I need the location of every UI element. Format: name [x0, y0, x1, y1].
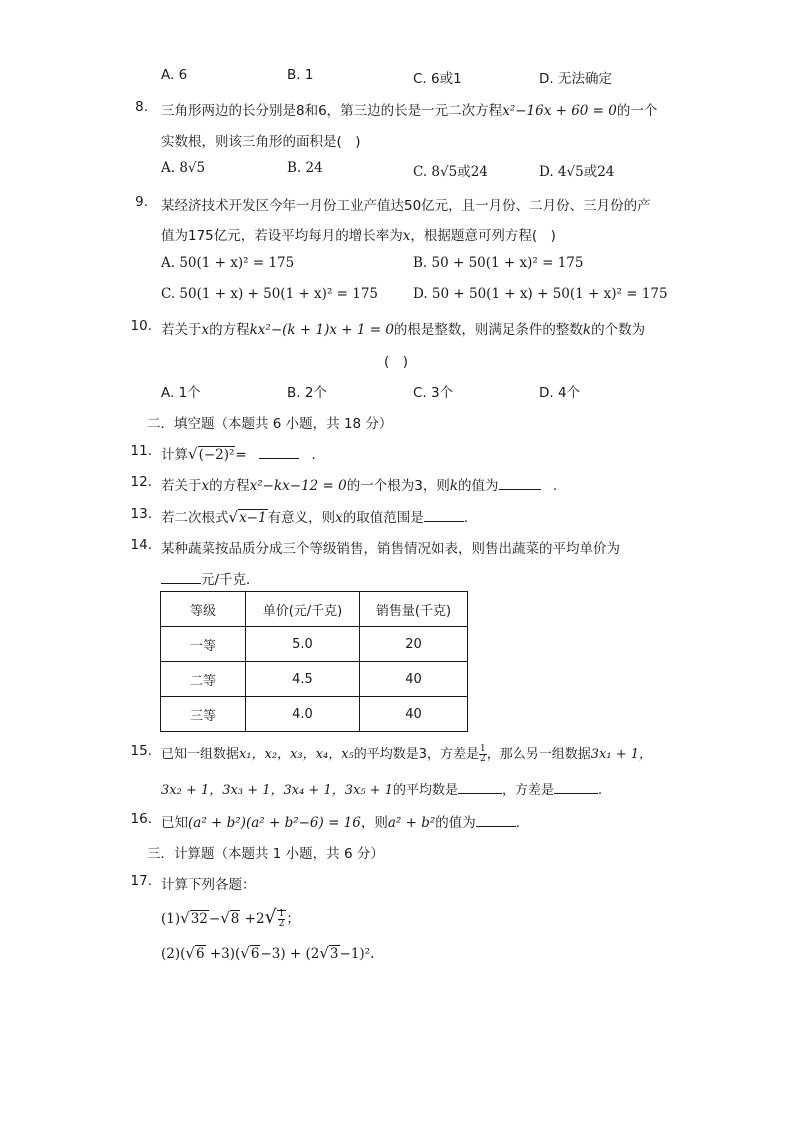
question-text-line2	[161, 779, 602, 798]
table-header-row	[161, 592, 468, 627]
q9-option-a: A. 50(1 + x)² = 175	[161, 255, 295, 271]
table-cell: 20	[360, 627, 468, 662]
q10-var-x: x	[201, 322, 210, 338]
q16-text-a: 已知	[161, 815, 188, 831]
question-text	[161, 743, 652, 764]
q16-text-c: 的值为	[435, 815, 476, 831]
question-text: 计算下列各题：	[161, 877, 256, 893]
q10-var-k: k	[582, 322, 592, 338]
question-text-line2	[161, 568, 260, 588]
question-text: 某经济技术开发区今年一月份工业产值达50亿元，且一月份、二月份、三月份的产	[161, 198, 651, 214]
q13-var-x: x	[335, 510, 343, 526]
question-number: 9.	[135, 194, 148, 210]
table-cell: 5.0	[246, 627, 360, 662]
question-number: 11.	[130, 443, 152, 459]
q13-text-b: 有意义，则	[267, 510, 336, 526]
q8-text-b: 的一个	[616, 103, 658, 119]
q16-expression: a² + b²	[387, 815, 436, 831]
radicand: 3	[329, 946, 339, 962]
q16-equation: (a² + b²)(a² + b²−6) = 16	[188, 815, 361, 831]
table-cell: 40	[360, 697, 468, 732]
answer-blank[interactable]	[424, 507, 464, 522]
q16-end: .	[515, 815, 521, 831]
q15-text-b: 的平均数是3，方差是	[353, 747, 480, 762]
q15-end: .	[598, 783, 603, 798]
sub-question-2	[161, 944, 374, 962]
radicand: 32	[190, 911, 208, 927]
vegetable-sales-table	[160, 591, 468, 732]
question-number: 12.	[130, 474, 152, 490]
question-text: 某种蔬菜按品质分成三个等级销售，销售情况如表，则售出蔬菜的平均单价为	[161, 541, 620, 557]
radicand: 8	[230, 911, 240, 927]
section-heading-calculation: 三．计算题（本题共 1 小题，共 6 分）	[147, 846, 384, 862]
q9-text-b: ，根据题意可列方程( )	[410, 228, 556, 244]
table-header: 等级	[161, 592, 246, 627]
table-header: 销售量(千克)	[360, 592, 468, 627]
q8-option-c: C. 8√5或24	[413, 164, 488, 180]
q12-text-d: 的值为	[458, 478, 499, 494]
q13-text-c: 的取值范围是	[342, 510, 424, 526]
question-text	[161, 99, 657, 119]
sub-question-label: (2)(	[161, 946, 186, 962]
sub-question-label: (1)	[161, 911, 181, 927]
q15-text-e: ，方差是	[502, 783, 555, 798]
operator: −	[208, 911, 221, 927]
q9-text-a: 值为175亿元，若设平均每月的增长率为	[161, 228, 403, 244]
question-number: 15.	[130, 743, 152, 759]
q10-option-b: B. 2个	[287, 385, 327, 401]
question-number: 17.	[130, 873, 152, 889]
table-cell: 一等	[161, 627, 246, 662]
radicand: 6	[250, 946, 260, 962]
question-number: 14.	[130, 537, 152, 553]
answer-paren: ( )	[384, 354, 409, 370]
q11-end: .	[311, 447, 316, 463]
q15-data-set-2a: 3x₁ + 1，	[590, 747, 653, 762]
q9-var: x	[402, 228, 411, 244]
section-heading-fill-blank: 二．填空题（本题共 6 小题，共 18 分）	[147, 416, 393, 432]
fraction	[479, 745, 487, 764]
expression-part: −1)².	[339, 946, 375, 962]
table-row	[161, 627, 468, 662]
q10-option-c: C. 3个	[413, 385, 454, 401]
sqrt-symbol: √6	[240, 944, 260, 962]
q15-text-c: ，那么另一组数据	[486, 747, 591, 762]
question-text	[161, 318, 645, 338]
sqrt-symbol: √3	[319, 944, 339, 962]
q7-option-c: C. 6或1	[413, 71, 462, 87]
q10-text-b: 的方程	[209, 322, 250, 338]
sub-question-1	[161, 906, 300, 929]
sqrt-symbol: √ $\frac{1}{2}$	[264, 906, 285, 929]
q11-radicand: (−2)²	[198, 447, 235, 463]
q12-var-k: k	[449, 478, 459, 494]
radicand: 6	[195, 946, 205, 962]
q15-data-set-2b: 3x₂ + 1，3x₃ + 1，3x₄ + 1，3x₅ + 1	[161, 783, 393, 798]
question-text-line2: 实数根，则该三角形的面积是( )	[161, 134, 361, 150]
answer-blank-mean[interactable]	[458, 779, 502, 794]
expression-part: +3)(	[205, 946, 241, 962]
fraction-denominator: 2	[480, 754, 486, 764]
q16-text-b: ，则	[360, 815, 388, 831]
q10-equation: kx²−(k + 1)x + 1 = 0	[249, 322, 394, 338]
q10-text-c: 的根是整数，则满足条件的整数	[393, 322, 583, 338]
q8-equation: x²−16x + 60 = 0	[502, 103, 617, 119]
answer-blank-variance[interactable]	[554, 779, 598, 794]
table-cell: 三等	[161, 697, 246, 732]
question-number: 16.	[130, 811, 152, 827]
sqrt-symbol: √32	[180, 909, 208, 927]
q9-option-b: B. 50 + 50(1 + x)² = 175	[413, 255, 584, 271]
fraction-denominator: 2	[278, 919, 285, 929]
question-text-line2	[161, 224, 556, 244]
sqrt-symbol: √8	[220, 909, 240, 927]
question-text	[161, 506, 468, 526]
question-number: 8.	[135, 99, 148, 115]
table-row	[161, 697, 468, 732]
q9-option-c: C. 50(1 + x) + 50(1 + x)² = 175	[161, 286, 379, 302]
expression-part: −3) + (2	[260, 946, 320, 962]
q10-option-a: A. 1个	[161, 385, 201, 401]
terminator: ；	[286, 911, 300, 927]
question-text	[161, 443, 316, 463]
q12-end: .	[552, 478, 558, 494]
sqrt-symbol: √(−2)²	[188, 445, 235, 463]
answer-blank[interactable]	[161, 569, 201, 584]
q10-option-d: D. 4个	[539, 385, 581, 401]
table-cell: 4.5	[246, 662, 360, 697]
q12-text-c: 的一个根为3，则	[346, 478, 450, 494]
q8-option-d: D. 4√5或24	[539, 164, 615, 180]
fraction-numerator: 1	[278, 909, 285, 919]
q13-radicand: x−1	[239, 510, 267, 526]
q7-option-d: D. 无法确定	[539, 71, 612, 87]
sqrt-symbol: √x−1	[228, 508, 267, 526]
q7-option-a: A. 6	[161, 67, 188, 83]
table-header: 单价(元/千克)	[246, 592, 360, 627]
q9-option-d: D. 50 + 50(1 + x) + 50(1 + x)² = 175	[413, 286, 668, 302]
q11-text-a: 计算	[161, 447, 188, 463]
answer-blank[interactable]	[476, 812, 516, 827]
q13-text-a: 若二次根式	[161, 510, 229, 526]
q10-text-a: 若关于	[161, 322, 202, 338]
q15-text-d: 的平均数是	[392, 783, 458, 798]
q15-data-set: x₁，x₂，x₃，x₄，x₅	[239, 747, 354, 762]
question-number: 13.	[130, 506, 152, 522]
q12-var-x: x	[201, 478, 210, 494]
table-row	[161, 662, 468, 697]
q8-option-b: B. 24	[287, 160, 323, 176]
question-text	[161, 811, 520, 831]
table-cell: 二等	[161, 662, 246, 697]
q12-text-b: 的方程	[209, 478, 250, 494]
question-number: 10.	[130, 318, 152, 334]
q10-text-d: 的个数为	[591, 322, 646, 338]
fraction-numerator: 1	[480, 744, 486, 754]
answer-blank[interactable]	[259, 444, 299, 459]
q8-text-a: 三角形两边的长分别是8和6，第三边的长是一元二次方程	[161, 103, 503, 119]
q15-text-a: 已知一组数据	[161, 747, 240, 762]
q14-unit: 元/千克．	[201, 572, 260, 588]
answer-blank[interactable]	[499, 475, 541, 490]
q11-text-b: =	[235, 447, 252, 463]
table-cell: 40	[360, 662, 468, 697]
q8-option-a: A. 8√5	[161, 160, 206, 176]
operator: +2	[240, 911, 265, 927]
q13-end: .	[463, 510, 468, 526]
sqrt-symbol: √6	[185, 944, 205, 962]
q12-equation: x²−kx−12 = 0	[249, 478, 347, 494]
fraction	[278, 910, 286, 929]
table-cell: 4.0	[246, 697, 360, 732]
q7-option-b: B. 1	[287, 67, 314, 83]
q12-text-a: 若关于	[161, 478, 202, 494]
question-text	[161, 474, 557, 494]
